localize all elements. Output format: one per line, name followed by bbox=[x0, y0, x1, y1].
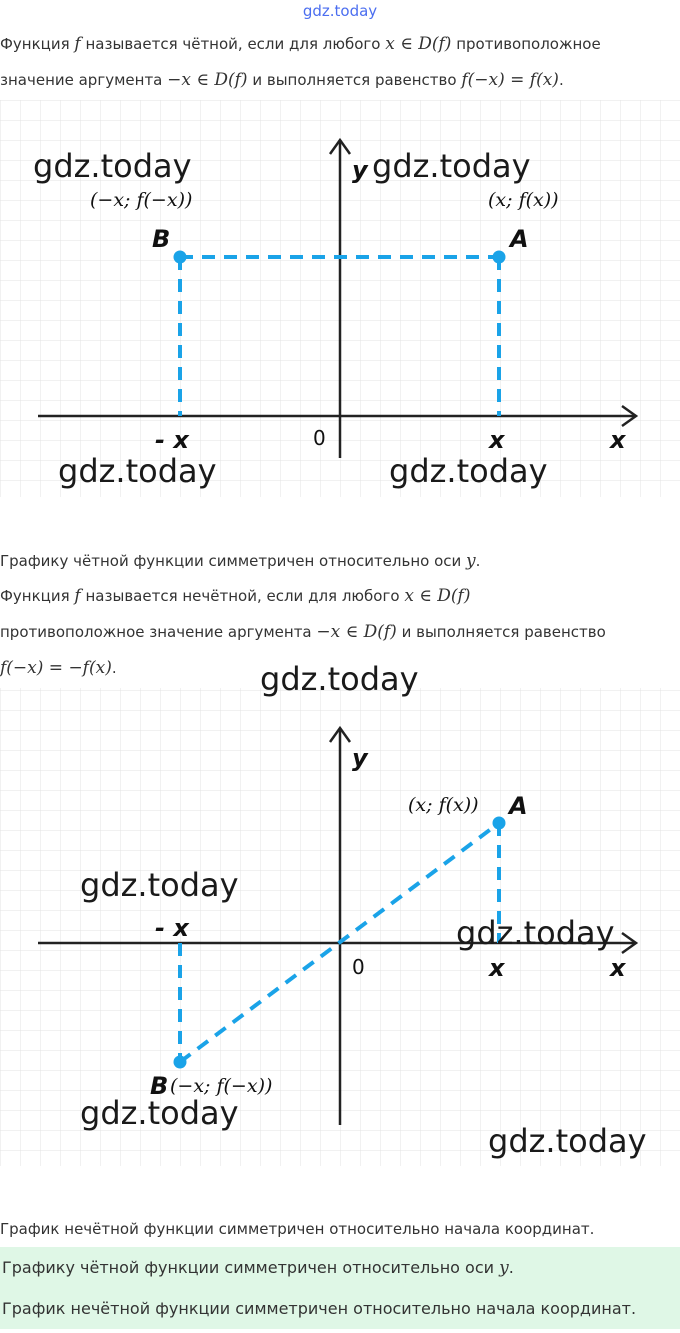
neg-x-label: - x bbox=[155, 426, 189, 454]
figure-watermark: gdz.today bbox=[372, 147, 531, 185]
text: Графику чётной функции симметричен относительно оси bbox=[2, 1258, 495, 1277]
point-a bbox=[493, 817, 506, 830]
pos-x-label: x bbox=[489, 954, 505, 982]
summary-line-even bbox=[0, 1247, 680, 1288]
figure-watermark: gdz.today bbox=[389, 452, 548, 490]
text: . bbox=[111, 659, 117, 677]
text: Графику чётной функции симметричен относительно оси bbox=[0, 552, 462, 570]
x-axis-label: x bbox=[610, 426, 626, 454]
figure-watermark: gdz.today bbox=[488, 1122, 647, 1160]
text: Функция bbox=[0, 35, 70, 53]
summary-line-odd: График нечётной функции симметричен относительно начала координат. bbox=[2, 1299, 637, 1318]
point-b-coordinates: (−x; f(−x)) bbox=[90, 189, 193, 211]
even-definition-line2 bbox=[0, 62, 678, 98]
point-a-coordinates: (x; f(x)) bbox=[408, 794, 479, 816]
text: называется нечётной, если для любого bbox=[85, 587, 400, 605]
pos-x-label: x bbox=[489, 426, 505, 454]
origin-label: 0 bbox=[352, 955, 365, 979]
math-f: f bbox=[74, 586, 81, 606]
y-axis-label: y bbox=[352, 156, 368, 184]
figure-watermark: gdz.today bbox=[80, 866, 239, 904]
y-axis-label: y bbox=[352, 744, 368, 772]
math-x-in-domain: x ∈ D(f) bbox=[385, 34, 452, 54]
text: . bbox=[508, 1258, 514, 1277]
figure-watermark: gdz.today bbox=[260, 660, 419, 698]
math-x-in-domain: x ∈ D(f) bbox=[404, 586, 471, 606]
odd-definition-line1 bbox=[0, 578, 678, 614]
text: противоположное значение аргумента bbox=[0, 623, 312, 641]
text: называется чётной, если для любого bbox=[85, 35, 381, 53]
math-minus-x-in-domain: −x ∈ D(f) bbox=[167, 70, 248, 90]
point-b bbox=[174, 251, 187, 264]
text: и выполняется равенство bbox=[252, 71, 457, 89]
text: . bbox=[475, 552, 481, 570]
math-y: y bbox=[466, 551, 476, 571]
math-y: y bbox=[499, 1258, 509, 1278]
odd-conclusion: График нечётной функции симметричен относительно начала координат. bbox=[0, 1220, 595, 1238]
math-f: f bbox=[74, 34, 81, 54]
point-b-label: B bbox=[152, 225, 171, 253]
point-b-coordinates: (−x; f(−x)) bbox=[170, 1075, 273, 1097]
figure-watermark: gdz.today bbox=[58, 452, 217, 490]
x-axis-label: x bbox=[610, 954, 626, 982]
figure-watermark: gdz.today bbox=[33, 147, 192, 185]
text: и выполняется равенство bbox=[401, 623, 606, 641]
text: Функция bbox=[0, 587, 70, 605]
text: противоположное bbox=[456, 35, 601, 53]
even-conclusion bbox=[0, 543, 678, 579]
even-definition-line1 bbox=[0, 26, 678, 62]
text: . bbox=[558, 71, 564, 89]
figure-watermark: gdz.today bbox=[80, 1094, 239, 1132]
math-odd-equality: f(−x) = −f(x) bbox=[0, 658, 112, 678]
point-b bbox=[174, 1056, 187, 1069]
site-watermark: gdz.today bbox=[302, 2, 378, 20]
even-function-figure bbox=[0, 100, 680, 500]
origin-label: 0 bbox=[313, 426, 326, 450]
odd-function-figure bbox=[0, 650, 680, 1170]
neg-x-label: - x bbox=[155, 914, 189, 942]
math-even-equality: f(−x) = f(x) bbox=[461, 70, 559, 90]
odd-definition-line2 bbox=[0, 614, 678, 650]
point-a-label: A bbox=[510, 225, 529, 253]
text: значение аргумента bbox=[0, 71, 163, 89]
point-a bbox=[493, 251, 506, 264]
point-b-label: B bbox=[150, 1072, 169, 1100]
summary-box bbox=[0, 1247, 680, 1329]
point-a-coordinates: (x; f(x)) bbox=[488, 189, 559, 211]
math-minus-x-in-domain: −x ∈ D(f) bbox=[316, 622, 397, 642]
figure-watermark: gdz.today bbox=[456, 914, 615, 952]
point-a-label: A bbox=[509, 792, 528, 820]
